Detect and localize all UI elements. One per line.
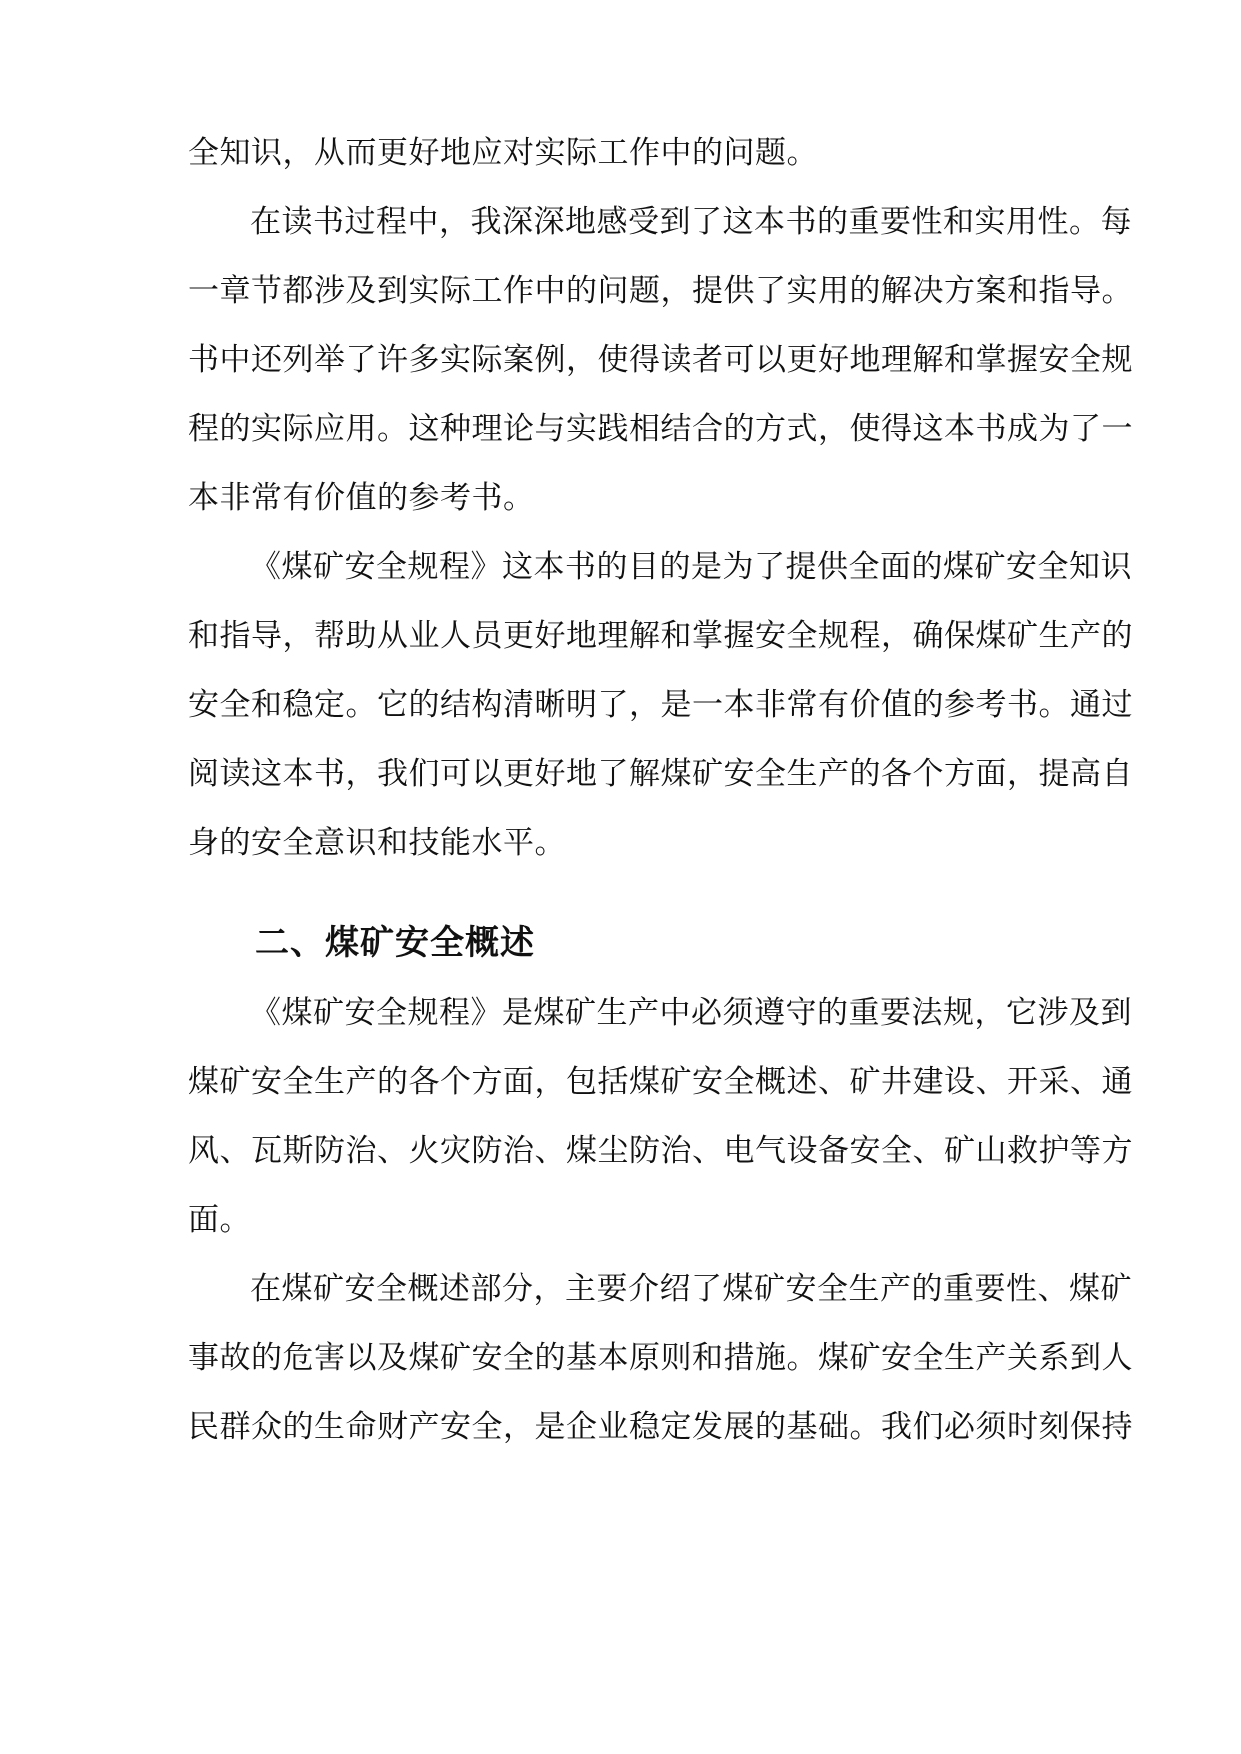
paragraph-line: 事故的危害以及煤矿安全的基本原则和措施。煤矿安全生产关系到人 <box>188 1340 1133 1376</box>
paragraph-line: 本非常有价值的参考书。 <box>188 480 535 516</box>
paragraph-line: 在读书过程中，我深深地感受到了这本书的重要性和实用性。每 <box>250 204 1132 240</box>
section-heading: 二、煤矿安全概述 <box>255 923 535 963</box>
paragraph-line: 阅读这本书，我们可以更好地了解煤矿安全生产的各个方面，提高自 <box>188 756 1133 792</box>
paragraph-line: 和指导，帮助从业人员更好地理解和掌握安全规程，确保煤矿生产的 <box>188 618 1133 654</box>
paragraph-line: 在煤矿安全概述部分，主要介绍了煤矿安全生产的重要性、煤矿 <box>250 1271 1132 1307</box>
paragraph-line: 民群众的生命财产安全，是企业稳定发展的基础。我们必须时刻保持 <box>188 1409 1133 1445</box>
paragraph-line: 《煤矿安全规程》是煤矿生产中必须遵守的重要法规，它涉及到 <box>250 995 1132 1031</box>
paragraph-line: 面。 <box>188 1202 251 1238</box>
paragraph-line: 书中还列举了许多实际案例，使得读者可以更好地理解和掌握安全规 <box>188 342 1133 378</box>
paragraph-line: 《煤矿安全规程》这本书的目的是为了提供全面的煤矿安全知识 <box>250 549 1132 585</box>
paragraph-line: 身的安全意识和技能水平。 <box>188 825 566 861</box>
paragraph-line: 安全和稳定。它的结构清晰明了，是一本非常有价值的参考书。通过 <box>188 687 1133 723</box>
paragraph-line: 程的实际应用。这种理论与实践相结合的方式，使得这本书成为了一 <box>188 411 1133 447</box>
paragraph-line: 一章节都涉及到实际工作中的问题，提供了实用的解决方案和指导。 <box>188 273 1133 309</box>
paragraph-line: 全知识，从而更好地应对实际工作中的问题。 <box>188 135 818 171</box>
paragraph-line: 风、瓦斯防治、火灾防治、煤尘防治、电气设备安全、矿山救护等方 <box>188 1133 1133 1169</box>
paragraph-line: 煤矿安全生产的各个方面，包括煤矿安全概述、矿井建设、开采、通 <box>188 1064 1133 1100</box>
